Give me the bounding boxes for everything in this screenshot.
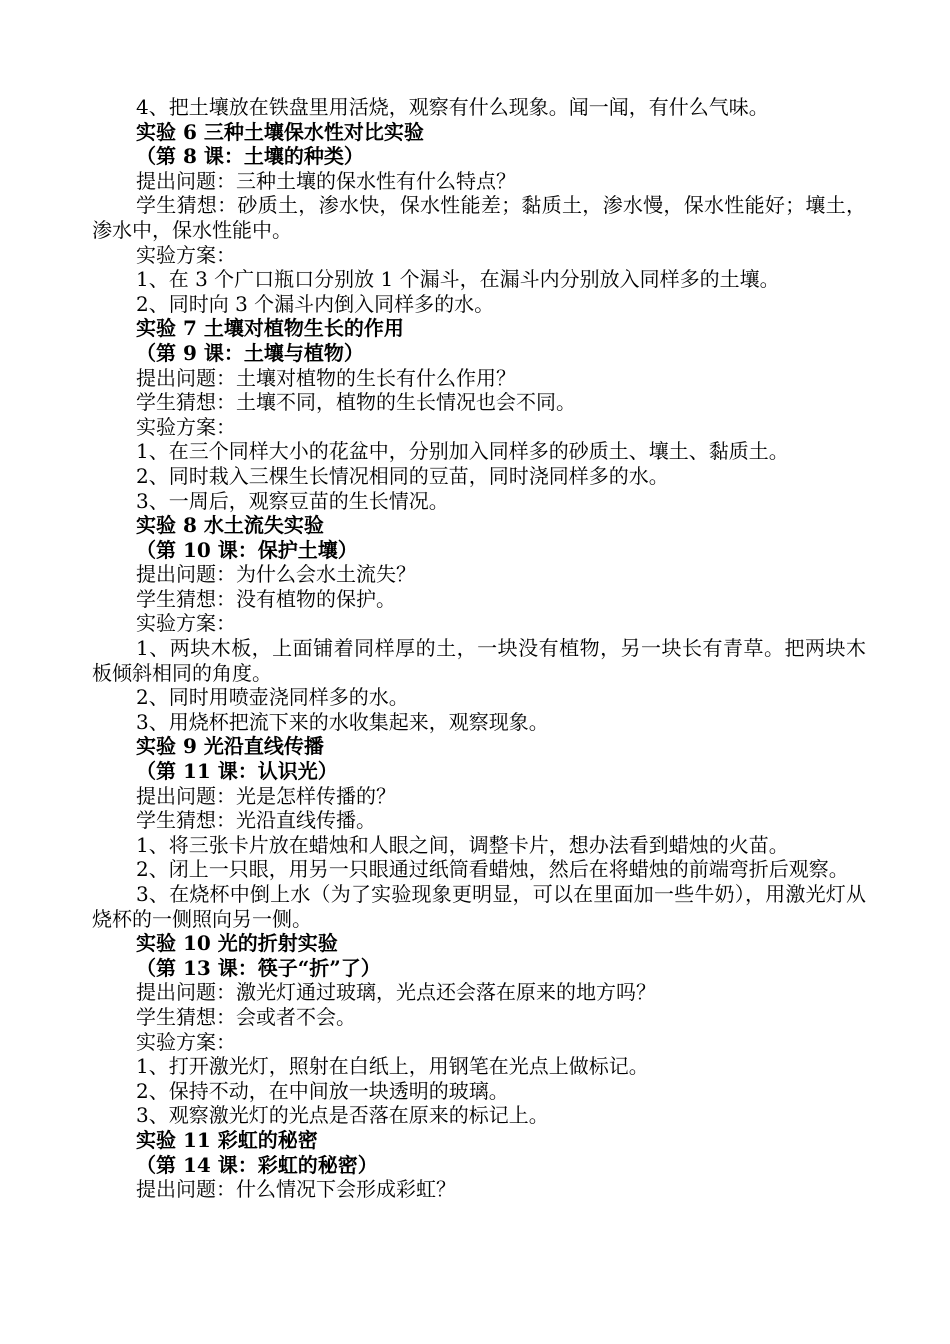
hypothesis-paragraph: 学生猜想：砂质土，渗水快，保水性能差；黏质土，渗水慢，保水性能好；壤土，渗水中，保水性能中。 [92, 193, 866, 242]
question-paragraph: 提出问题：激光灯通过玻璃，光点还会落在原来的地方吗？ [136, 980, 656, 1005]
step-paragraph: 3、一周后，观察豆苗的生长情况。 [136, 488, 449, 513]
step-paragraph: 2、同时用喷壶浇同样多的水。 [136, 685, 409, 710]
experiment-9-title: 实验 9 光沿直线传播 [136, 734, 324, 759]
question-paragraph: 提出问题：光是怎样传播的？ [136, 783, 396, 808]
step-paragraph: 2、同时栽入三棵生长情况相同的豆苗，同时浇同样多的水。 [136, 463, 669, 488]
lesson-13-subtitle: （第 13 课：筷子“折”了） [136, 955, 381, 980]
plan-label: 实验方案： [136, 414, 236, 439]
step-paragraph: 1、打开激光灯，照射在白纸上，用钢笔在光点上做标记。 [136, 1054, 649, 1079]
step-paragraph: 3、观察激光灯的光点是否落在原来的标记上。 [136, 1103, 549, 1128]
paragraph-step-4-burn-soil: 4、把土壤放在铁盘里用活烧，观察有什么现象。闻一闻，有什么气味。 [136, 95, 769, 119]
question-paragraph: 提出问题：什么情况下会形成彩虹？ [136, 1177, 456, 1202]
step-paragraph: 2、闭上一只眼，用另一只眼通过纸筒看蜡烛，然后在将蜡烛的前端弯折后观察。 [136, 857, 849, 882]
question-paragraph: 提出问题：三种土壤的保水性有什么特点？ [136, 168, 516, 193]
plan-label: 实验方案： [136, 242, 236, 267]
experiment-11-title: 实验 11 彩虹的秘密 [136, 1127, 318, 1152]
plan-label: 实验方案： [136, 1029, 236, 1054]
plan-label: 实验方案： [136, 611, 236, 636]
step-paragraph: 1、在 3 个广口瓶口分别放 1 个漏斗，在漏斗内分别放入同样多的土壤。 [136, 267, 780, 292]
step-paragraph: 1、两块木板，上面铺着同样厚的土，一块没有植物，另一块长有青草。把两块木板倾斜相同的角度。 [92, 636, 866, 685]
step-paragraph: 2、保持不动，在中间放一块透明的玻璃。 [136, 1078, 509, 1103]
hypothesis-paragraph: 学生猜想：光沿直线传播。 [136, 808, 376, 833]
document-body [92, 95, 866, 1202]
lesson-9-subtitle: （第 9 课：土壤与植物） [136, 340, 364, 365]
hypothesis-paragraph: 学生猜想：土壤不同，植物的生长情况也会不同。 [136, 390, 576, 415]
step-paragraph: 3、用烧杯把流下来的水收集起来，观察现象。 [136, 709, 549, 734]
experiment-10-title: 实验 10 光的折射实验 [136, 931, 338, 956]
lesson-10-subtitle: （第 10 课：保护土壤） [136, 537, 358, 562]
experiment-8-title: 实验 8 水土流失实验 [136, 513, 324, 538]
experiment-7-title: 实验 7 土壤对植物生长的作用 [136, 316, 404, 341]
question-paragraph: 提出问题：为什么会水土流失？ [136, 562, 416, 587]
step-paragraph: 1、将三张卡片放在蜡烛和人眼之间，调整卡片，想办法看到蜡烛的火苗。 [136, 832, 789, 857]
step-paragraph: 2、同时向 3 个漏斗内倒入同样多的水。 [136, 291, 495, 316]
question-paragraph: 提出问题：土壤对植物的生长有什么作用？ [136, 365, 516, 390]
step-paragraph: 1、在三个同样大小的花盆中，分别加入同样多的砂质土、壤土、黏质土。 [136, 439, 789, 464]
experiment-6-title: 实验 6 三种土壤保水性对比实验 [136, 119, 424, 144]
step-paragraph: 3、在烧杯中倒上水（为了实验现象更明显，可以在里面加一些牛奶），用激光灯从烧杯的一侧照向另一侧。 [92, 882, 866, 931]
hypothesis-paragraph: 学生猜想：会或者不会。 [136, 1004, 356, 1029]
lesson-14-subtitle: （第 14 课：彩虹的秘密） [136, 1152, 378, 1177]
lesson-8-subtitle: （第 8 课：土壤的种类） [136, 144, 364, 169]
hypothesis-paragraph: 学生猜想：没有植物的保护。 [136, 586, 396, 611]
lesson-11-subtitle: （第 11 课：认识光） [136, 759, 338, 784]
